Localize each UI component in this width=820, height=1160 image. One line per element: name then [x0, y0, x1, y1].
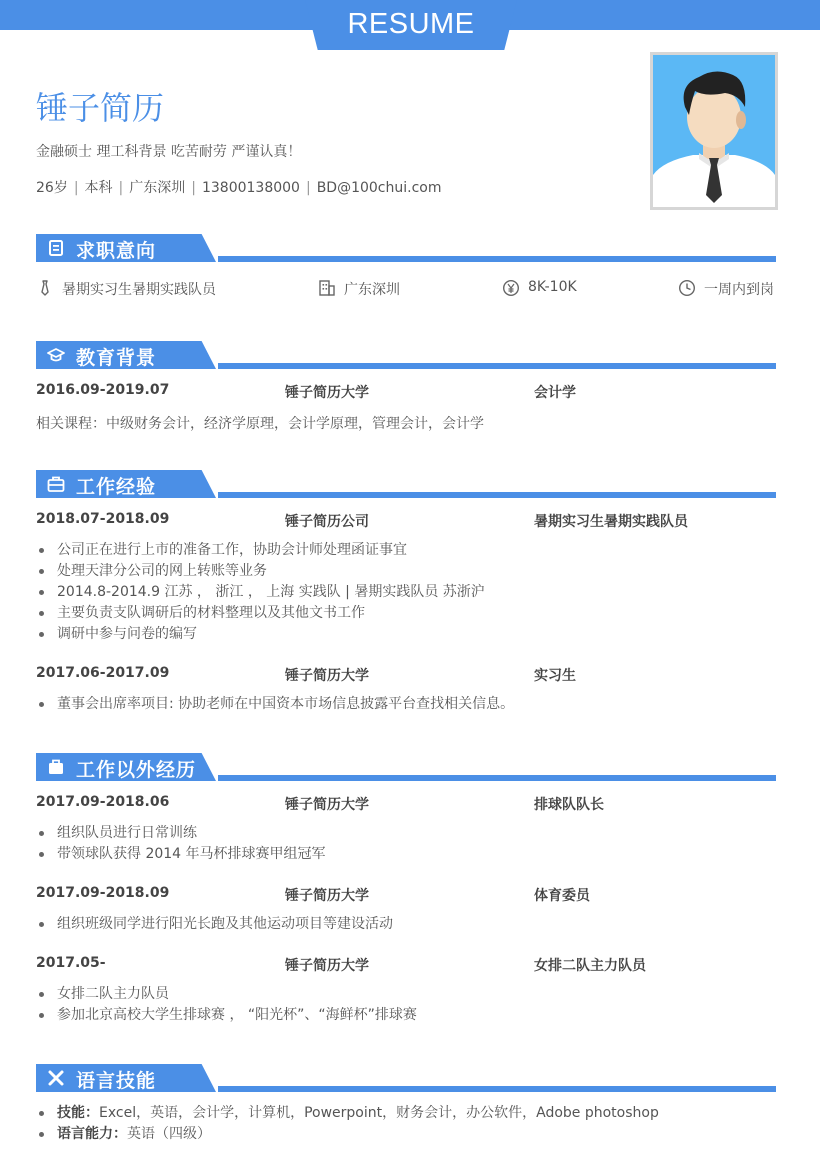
skill-value: 英语（四级）	[127, 1126, 211, 1142]
list-item: 公司正在进行上市的准备工作，协助会计师处理函证事宜	[36, 540, 485, 561]
intent-section-header	[36, 234, 776, 266]
avatar-illustration	[653, 55, 775, 207]
graduation-cap-icon	[47, 346, 65, 364]
entry-organization: 锤子简历大学	[285, 797, 369, 813]
skill-label: 语言能力：	[57, 1126, 127, 1142]
extra-section-title: 工作以外经历	[76, 759, 197, 781]
list-item: 女排二队主力队员	[36, 984, 417, 1005]
skill-value: Excel，英语，会计学，计算机，Powerpoint，财务会计，办公软件，Adobe photoshop	[99, 1105, 659, 1121]
bag-icon	[47, 758, 65, 776]
list-item: 2014.8-2014.9 江苏 ， 浙江 ， 上海 实践队 | 暑期实践队员 苏浙沪	[36, 582, 485, 603]
candidate-info: 26岁 | 本科 | 广东深圳 | 13800138000 | BD@100chui.com	[36, 180, 442, 196]
tools-icon	[47, 1069, 65, 1087]
building-icon	[318, 279, 336, 297]
briefcase-icon	[47, 475, 65, 493]
entry-major: 会计学	[534, 385, 576, 401]
list-item: 调研中参与问卷的编写	[36, 624, 485, 645]
document-icon	[47, 239, 65, 257]
skills-section-header	[36, 1064, 776, 1096]
entry-period: 2018.07-2018.09	[36, 511, 170, 527]
work-section-header	[36, 470, 776, 502]
education-section-title: 教育背景	[76, 347, 157, 369]
entry-period: 2017.09-2018.09	[36, 885, 170, 901]
list-item: 参加北京高校大学生排球赛 ， “阳光杯”、“海鲜杯”排球赛	[36, 1005, 417, 1026]
entry-school: 锤子简历大学	[285, 385, 369, 401]
entry-role: 体育委员	[534, 888, 590, 904]
work-entry-bullets	[36, 694, 514, 715]
list-item: 主要负责支队调研后的材料整理以及其他文书工作	[36, 603, 485, 624]
work-entry-bullets	[36, 540, 485, 645]
education-section-header	[36, 341, 776, 373]
extra-entry	[36, 794, 776, 814]
intent-section-title: 求职意向	[76, 240, 157, 262]
entry-organization: 锤子简历公司	[285, 514, 369, 530]
entry-period: 2017.06-2017.09	[36, 665, 170, 681]
entry-organization: 锤子简历大学	[285, 668, 369, 684]
list-item: 董事会出席率项目: 协助老师在中国资本市场信息披露平台查找相关信息。	[36, 694, 514, 715]
tie-icon	[36, 279, 54, 297]
entry-period: 2017.05-	[36, 955, 106, 971]
candidate-tagline: 金融硕士 理工科背景 吃苦耐劳 严谨认真！	[36, 144, 302, 160]
skills-section-title: 语言技能	[76, 1070, 157, 1092]
extra-section-header	[36, 753, 776, 785]
entry-organization: 锤子简历大学	[285, 958, 369, 974]
entry-role: 暑期实习生暑期实践队员	[534, 514, 688, 530]
resume-title: RESUME	[347, 8, 475, 40]
work-entry	[36, 665, 776, 685]
extra-entry-bullets	[36, 823, 326, 865]
list-item: 带领球队获得 2014 年马杯排球赛甲组冠军	[36, 844, 326, 865]
candidate-phone: 13800138000	[201, 180, 300, 196]
education-courses: 相关课程：中级财务会计，经济学原理，会计学原理，管理会计，会计学	[36, 416, 484, 432]
candidate-location: 广东深圳	[129, 180, 186, 196]
entry-role: 实习生	[534, 668, 576, 684]
entry-role: 排球队队长	[534, 797, 604, 813]
avatar-photo	[650, 52, 778, 210]
skill-item	[36, 1124, 659, 1145]
clock-icon	[678, 279, 696, 297]
list-item: 处理天津分公司的网上转账等业务	[36, 561, 485, 582]
work-entry	[36, 511, 776, 531]
extra-entry	[36, 885, 776, 905]
entry-period: 2016.09-2019.07	[36, 382, 170, 398]
work-section-title: 工作经验	[76, 476, 157, 498]
candidate-name: 锤子简历	[36, 89, 165, 127]
entry-role: 女排二队主力队员	[534, 958, 646, 974]
skills-list	[36, 1103, 659, 1145]
extra-entry	[36, 955, 776, 975]
candidate-email: BD@100chui.com	[316, 180, 442, 196]
candidate-age: 26岁	[36, 180, 68, 196]
entry-organization: 锤子简历大学	[285, 888, 369, 904]
skill-item	[36, 1103, 659, 1124]
list-item: 组织队员进行日常训练	[36, 823, 326, 844]
extra-entry-bullets	[36, 984, 417, 1026]
extra-entry-bullets	[36, 914, 393, 935]
yen-icon	[502, 279, 520, 297]
education-entry	[36, 382, 776, 402]
skill-label: 技能：	[57, 1105, 99, 1121]
candidate-degree: 本科	[84, 180, 113, 196]
entry-period: 2017.09-2018.06	[36, 794, 170, 810]
list-item: 组织班级同学进行阳光长跑及其他运动项目等建设活动	[36, 914, 393, 935]
